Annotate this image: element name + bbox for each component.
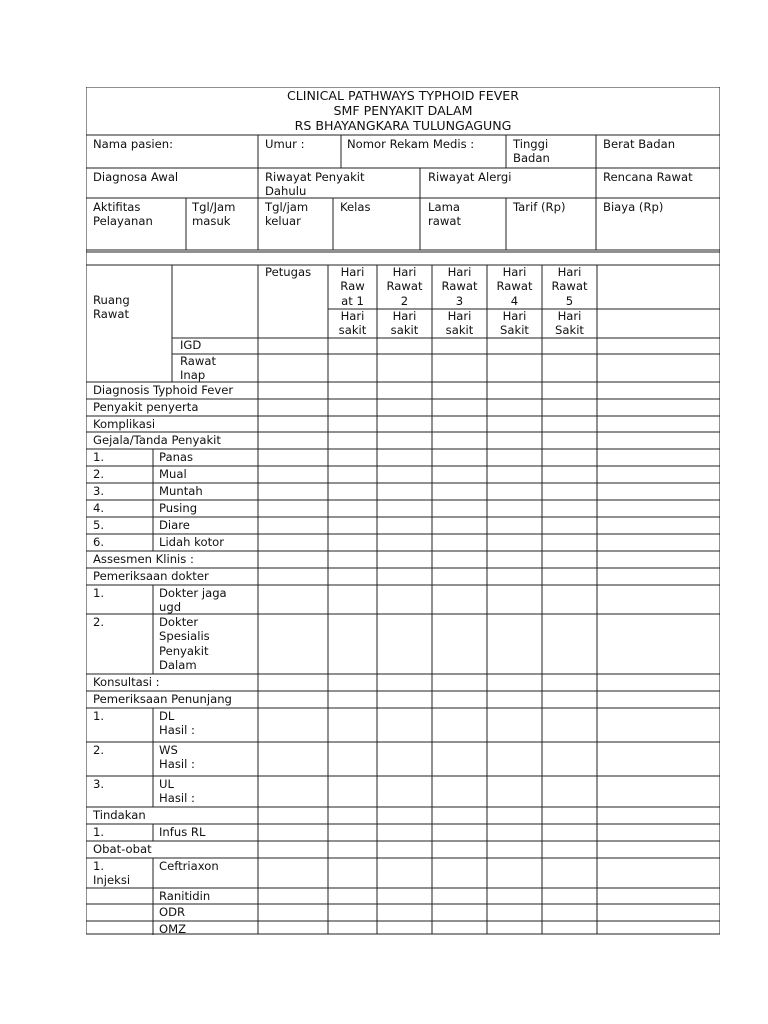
row-number: 1.	[93, 450, 105, 464]
row-number: 3.	[93, 777, 105, 791]
row-number: 2.	[93, 615, 105, 629]
header-hari-rawat-2: Hari Rawat 2	[386, 265, 423, 308]
form-department: SMF PENYAKIT DALAM	[333, 103, 473, 118]
header-hari-sakit-4: Hari Sakit	[500, 309, 529, 338]
row-number: 1. Injeksi	[93, 859, 131, 888]
label-diagnosa-awal: Diagnosa Awal	[93, 170, 179, 184]
row-label: Konsultasi :	[93, 675, 160, 689]
form-title: CLINICAL PATHWAYS TYPHOID FEVER	[286, 88, 520, 103]
row-number: 4.	[93, 501, 105, 515]
header-hari-sakit-3: Hari sakit	[445, 309, 474, 338]
row-number: 1.	[93, 709, 105, 723]
row-number: 1.	[93, 586, 105, 600]
header-hari-sakit-2: Hari sakit	[390, 309, 419, 338]
row-label: Gejala/Tanda Penyakit	[93, 433, 221, 447]
row-number: 6.	[93, 535, 105, 549]
label-nomor-rekam-medis: Nomor Rekam Medis :	[347, 137, 475, 151]
clinical-pathway-form	[86, 87, 720, 935]
label-lama-rawat: Lama rawat	[428, 200, 462, 229]
row-label: Penyakit penyerta	[93, 400, 199, 414]
label-kelas: Kelas	[340, 200, 371, 214]
row-label: Dokter jaga ugd	[159, 586, 227, 615]
row-label: ODR	[159, 905, 186, 919]
label-umur: Umur :	[265, 137, 305, 151]
row-label: UL Hasil :	[159, 777, 195, 806]
label-tgl-jam-keluar: Tgl/jam keluar	[265, 200, 309, 229]
label-tarif: Tarif (Rp)	[513, 200, 566, 214]
row-label: Obat-obat	[93, 842, 152, 856]
label-igd: IGD	[180, 338, 202, 352]
label-riwayat-penyakit: Riwayat Penyakit Dahulu	[265, 170, 365, 199]
row-label: Pemeriksaan Penunjang	[93, 692, 232, 706]
row-label: Lidah kotor	[159, 535, 224, 549]
label-nama-pasien: Nama pasien:	[93, 137, 173, 151]
label-berat-badan: Berat Badan	[603, 137, 676, 151]
row-label: Dokter Spesialis Penyakit Dalam	[159, 615, 210, 673]
form-hospital: RS BHAYANGKARA TULUNGAGUNG	[294, 118, 512, 133]
label-biaya: Biaya (Rp)	[603, 200, 664, 214]
row-number: 1.	[93, 825, 105, 839]
row-label: OMZ	[159, 922, 187, 936]
label-rawat-inap: Rawat Inap	[180, 354, 217, 383]
label-ruang-rawat: Ruang Rawat	[93, 293, 130, 322]
row-label: Ceftriaxon	[159, 859, 219, 873]
header-hari-sakit-5: Hari Sakit	[555, 309, 584, 338]
row-label: Pusing	[159, 501, 198, 515]
row-label: Infus RL	[159, 825, 206, 839]
row-label: DL Hasil :	[159, 709, 195, 738]
label-tinggi-badan: Tinggi Badan	[513, 137, 550, 166]
label-petugas: Petugas	[265, 265, 312, 279]
row-label: WS Hasil :	[159, 743, 195, 772]
header-hari-rawat-4: Hari Rawat 4	[496, 265, 533, 308]
label-riwayat-alergi: Riwayat Alergi	[428, 170, 512, 184]
row-label: Tindakan	[93, 808, 146, 822]
row-label: Ranitidin	[159, 889, 211, 903]
row-label: Panas	[159, 450, 194, 464]
label-rencana-rawat: Rencana Rawat	[603, 170, 693, 184]
row-number: 3.	[93, 484, 105, 498]
header-hari-rawat-3: Hari Rawat 3	[441, 265, 478, 308]
header-hari-rawat-1: Hari Raw at 1	[340, 265, 365, 308]
row-number: 2.	[93, 743, 105, 757]
row-label: Assesmen Klinis :	[93, 552, 194, 566]
row-label: Diare	[159, 518, 190, 532]
label-aktifitas-pelayanan: Aktifitas Pelayanan	[93, 200, 153, 229]
row-label: Diagnosis Typhoid Fever	[93, 383, 234, 397]
header-hari-rawat-5: Hari Rawat 5	[551, 265, 588, 308]
header-hari-sakit-1: Hari sakit	[338, 309, 367, 338]
row-label: Mual	[159, 467, 187, 481]
row-label: Muntah	[159, 484, 203, 498]
row-number: 2.	[93, 467, 105, 481]
label-tgl-jam-masuk: Tgl/Jam masuk	[192, 200, 236, 229]
row-number: 5.	[93, 518, 105, 532]
row-label: Pemeriksaan dokter	[93, 569, 209, 583]
row-label: Komplikasi	[93, 417, 156, 431]
